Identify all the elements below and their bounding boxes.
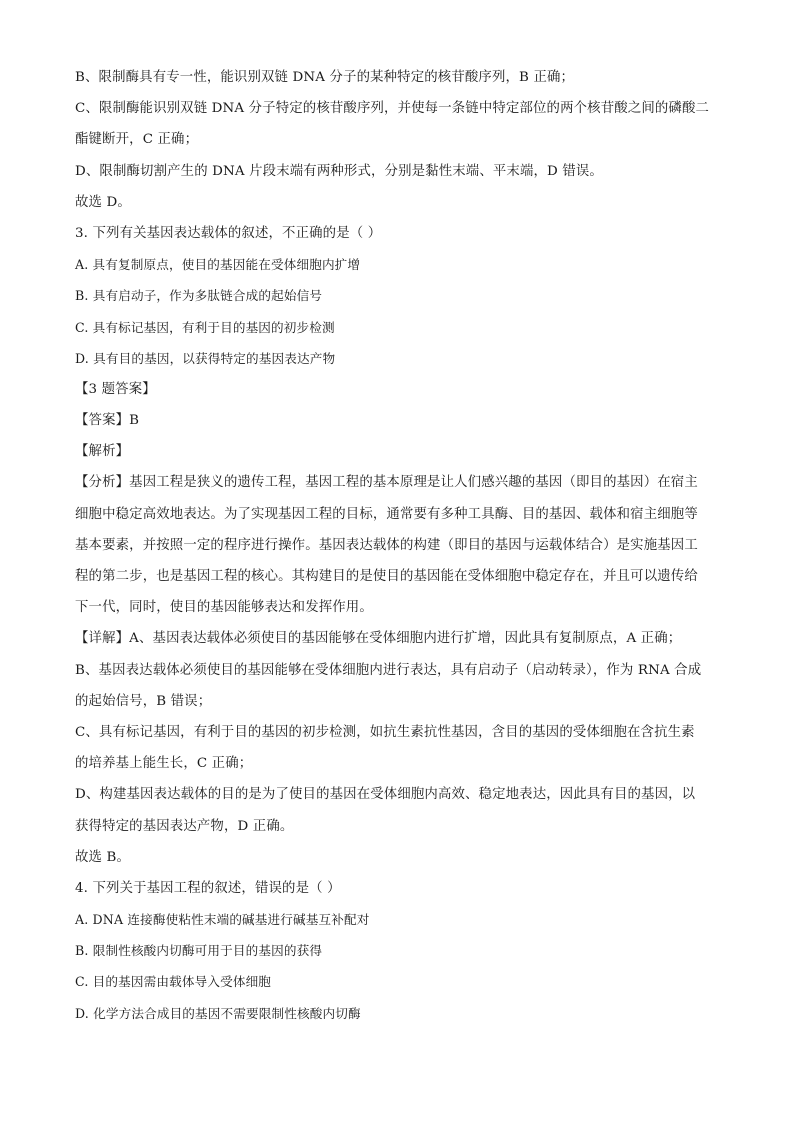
text-line: 细胞中稳定高效地表达。为了实现基因工程的目标，通常要有多种工具酶、目的基因、载体和宿主细胞等 (75, 506, 698, 522)
question-3-detail-a: 【详解】A、基因表达载体必须使目的基因能够在受体细胞内进行扩增，因此具有复制原点，A 正确； (75, 631, 682, 647)
question-4-option-c: C. 目的基因需由载体导入受体细胞 (75, 974, 272, 990)
text-line: 的起始信号，B 错误； (75, 693, 212, 709)
text-line: 基本要素，并按照一定的程序进行操作。基因表达载体的构建（即目的基因与运载体结合）是实施基因工 (75, 537, 698, 553)
question-3-detail-c (75, 717, 725, 779)
question-4-option-b: B. 限制性核酸内切酶可用于目的基因的获得 (75, 943, 323, 959)
text-line: D、构建基因表达载体的目的是为了使目的基因在受体细胞内高效、稳定地表达，因此具有目的基因，以 (75, 787, 696, 803)
text-line: C、限制酶能识别双链 DNA 分子特定的核苷酸序列，并使每一条链中特定部位的两个核苷酸之间的磷酸二 (75, 101, 710, 117)
question-3-analysis (75, 467, 725, 623)
question-3-option-b: B. 具有启动子，作为多肽链合成的起始信号 (75, 288, 323, 304)
question-4-option-d: D. 化学方法合成目的基因不需要限制性核酸内切酶 (75, 1005, 361, 1021)
prev-explanation-c (75, 93, 725, 155)
prev-explanation-d: D、限制酶切割产生的 DNA 片段末端有两种形式，分别是黏性末端、平末端，D 错误。 (75, 163, 603, 179)
document-body (75, 62, 725, 1029)
question-3-answer-heading: 【3 题答案】 (75, 381, 156, 397)
prev-choice: 故选 D。 (75, 194, 131, 210)
question-3-stem: 3. 下列有关基因表达载体的叙述，不正确的是（ ） (75, 225, 382, 241)
text-line: 【分析】基因工程是狭义的遗传工程，基因工程的基本原理是让人们感兴趣的基因（即目的基因）在宿主 (75, 475, 698, 491)
question-3-detail-d (75, 779, 725, 841)
text-line: 的培养基上能生长，C 正确； (75, 756, 253, 772)
question-4-option-a: A. DNA 连接酶使粘性末端的碱基进行碱基互补配对 (75, 912, 370, 928)
text-line: 程的第二步，也是基因工程的核心。其构建目的是使目的基因能在受体细胞中稳定存在，并且可以遗传给 (75, 569, 698, 584)
text-line: 下一代，同时，使目的基因能够表达和发挥作用。 (75, 600, 373, 616)
question-3-option-c: C. 具有标记基因，有利于目的基因的初步检测 (75, 319, 335, 335)
text-line: C、具有标记基因，有利于目的基因的初步检测，如抗生素抗性基因，含目的基因的受体细胞在含抗生素 (75, 724, 695, 740)
text-line: 酯键断开，C 正确； (75, 132, 199, 148)
prev-explanation-b: B、限制酶具有专一性，能识别双链 DNA 分子的某种特定的核苷酸序列，B 正确； (75, 70, 575, 85)
question-3-answer: 【答案】B (75, 413, 140, 429)
question-4-stem: 4. 下列关于基因工程的叙述，错误的是（ ） (75, 880, 341, 896)
question-3-detail-b (75, 655, 725, 717)
text-line: 获得特定的基因表达产物，D 正确。 (75, 818, 294, 834)
text-line: B、基因表达载体必须使目的基因能够在受体细胞内进行表达，具有启动子（启动转录），作为 RNA 合成 (75, 662, 702, 678)
question-3-analysis-heading: 【解析】 (75, 444, 130, 460)
question-3-option-a: A. 具有复制原点，使目的基因能在受体细胞内扩增 (75, 257, 361, 273)
question-3-choice: 故选 B。 (75, 849, 131, 865)
question-3-option-d: D. 具有目的基因，以获得特定的基因表达产物 (75, 350, 336, 366)
